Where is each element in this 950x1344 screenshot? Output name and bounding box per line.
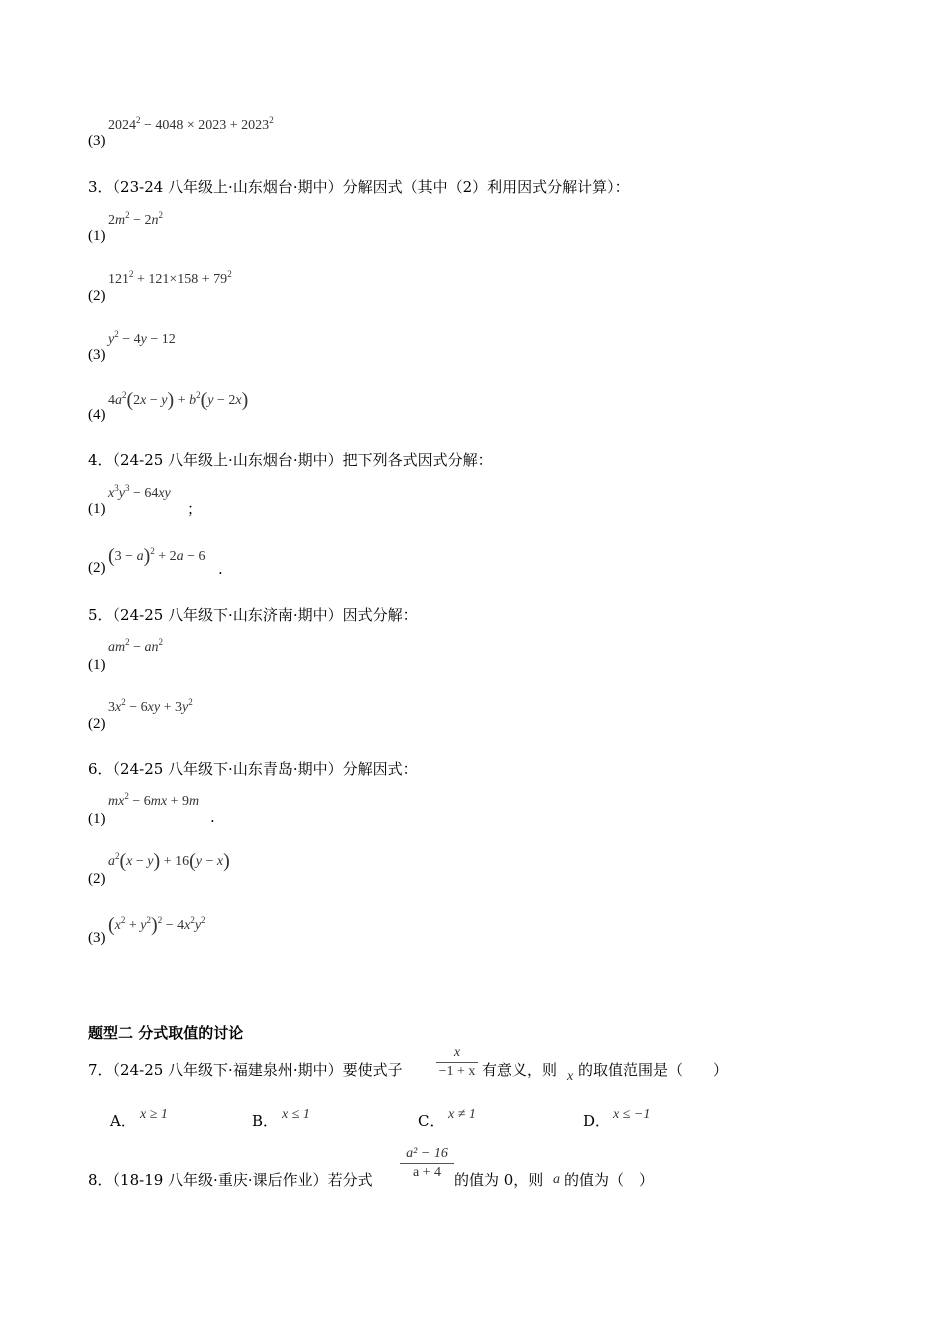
q7-option-a-expr: x ≥ 1 [140,1107,168,1122]
q6-stem: 6．（24-25 八年级下·山东青岛·期中）分解因式： [88,760,418,778]
q4-part2-suffix: . [218,560,223,578]
q3-part4-label: (4) [88,407,106,423]
section-title: 题型二 分式取值的讨论 [88,1024,244,1042]
q6-part2-label: (2) [88,871,106,887]
q7-option-c-label: C． [418,1112,445,1130]
q7-option-a-label: A． [110,1112,136,1130]
q7-frac-den: −1 + x [438,1064,476,1079]
q5-part2-expr: $3x^2 - 6xy + 3y^2$ [108,697,193,715]
q3-part3-expr: $y^2 - 4y - 12$ [108,329,176,347]
q7-option-b-expr: x ≤ 1 [282,1107,310,1122]
q7-middle: 有意义，则 [482,1061,558,1079]
q6-part3-expr: $(x^2 + y^2)^2 - 4x^2y^2$ [108,914,206,936]
q5-part1-label: (1) [88,657,106,673]
q8-middle: 的值为 0，则 [454,1171,544,1189]
q3-part2-label: (2) [88,288,106,304]
q8-suffix: 的值为（ ） [564,1171,655,1189]
q4-part2-label: (2) [88,560,106,576]
q8-var: a [553,1172,560,1187]
q3-stem: 3．（23-24 八年级上·山东烟台·期中）分解因式（其中（2）利用因式分解计算）： [88,178,630,196]
q6-part3-label: (3) [88,930,106,946]
q4-part1-suffix: ； [187,500,203,518]
q7-fraction [434,1044,480,1081]
q7-suffix: 的取值范围是（ ） [578,1061,729,1079]
q4-part2-expr: $(3 - a)^2 + 2a - 6$ [108,545,206,567]
q3-part2-expr: $121^2 + 121\times 158 + 79^2$ [108,269,232,287]
q8-prefix: 8．（18-19 八年级·重庆·课后作业）若分式 [88,1171,373,1189]
q7-prefix: 7．（24-25 八年级下·福建泉州·期中）要使式子 [88,1061,403,1079]
q6-part1-expr: $mx^2 - 6mx + 9m$ [108,791,200,809]
q4-part1-label: (1) [88,501,106,517]
q4-stem: 4．（24-25 八年级上·山东烟台·期中）把下列各式因式分解： [88,451,493,469]
q5-part1-expr: $am^2 - an^2$ [108,637,164,655]
q7-option-b-label: B． [252,1112,279,1130]
q7-frac-num: x [453,1045,461,1060]
q6-part2-expr: $a^2(x - y) + 16(y - x)$ [108,850,230,872]
q5-part2-label: (2) [88,716,106,732]
q3-part1-expr: $2m^2 - 2n^2$ [108,210,164,228]
q3-part3-label: (3) [88,347,106,363]
q3-part4-expr: $4a^2(2x - y) + b^2(y - 2x)$ [108,389,249,411]
q6-part1-suffix: . [210,808,215,826]
q8-frac-den: a + 4 [412,1165,442,1180]
q2-part3-label: (3) [88,133,106,149]
q2-part3-expr: $2024^2 - 4048 \times 2023 + 2023^2$ [108,115,274,133]
q8-fraction [398,1145,456,1182]
q4-part1-expr: $x^3y^3 - 64xy$ [108,483,171,501]
q7-option-d-expr: x ≤ −1 [613,1107,651,1122]
q3-part1-label: (1) [88,228,106,244]
q5-stem: 5．（24-25 八年级下·山东济南·期中）因式分解： [88,606,418,624]
q7-option-c-expr: x ≠ 1 [448,1107,476,1122]
q7-option-d-label: D． [583,1112,611,1130]
q7-var: x [567,1069,574,1084]
q8-frac-num: a² − 16 [406,1146,448,1161]
q6-part1-label: (1) [88,811,106,827]
